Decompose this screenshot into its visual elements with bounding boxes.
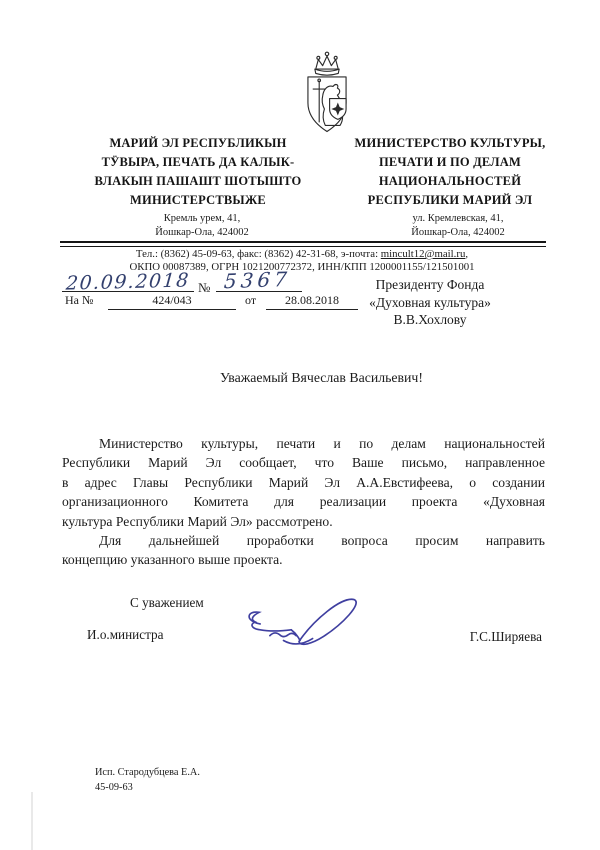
- coat-of-arms-icon: [301, 50, 353, 135]
- salutation: Уважаемый Вячеслав Васильевич!: [220, 370, 423, 385]
- org-name-ru-line1: МИНИСТЕРСТВО КУЛЬТУРЫ,: [354, 136, 546, 150]
- contact-phones-suffix: ,: [465, 248, 469, 260]
- outgoing-number-handwritten: 5367: [223, 266, 292, 294]
- org-name-ru-line4: РЕСПУБЛИКИ МАРИЙ ЭЛ: [367, 193, 533, 207]
- executor-name: Исп. Стародубцева Е.А.: [95, 767, 200, 778]
- body-line: организационного Комитета для реализации проекта «Духовная: [62, 494, 545, 510]
- body-line: культура Республики Марий Эл» рассмотрено.: [62, 513, 333, 529]
- recipient-line1: Президенту Фонда: [375, 277, 485, 292]
- org-name-mari-line2: ТӰВЫРА, ПЕЧАТЬ ДА КАЛЫК-: [101, 155, 295, 169]
- letter-body: [62, 434, 545, 570]
- in-reply-label: На №: [65, 293, 94, 307]
- date-underline: [62, 279, 194, 292]
- address-russian: [378, 212, 538, 239]
- address-mari: [122, 212, 282, 239]
- header-divider-rule: [60, 241, 546, 247]
- crown-icon: [316, 56, 339, 69]
- contact-line-codes: ОКПО 00087389, ОГРН 1021200772372, ИНН/КПП 1200001155/121501001: [129, 261, 475, 273]
- body-line: в адрес Главы Республики Марий Эл А.А.Евстифеева, о создании: [62, 474, 545, 490]
- org-name-mari: [70, 134, 326, 210]
- address-mari-line2: Йошкар-Ола, 424002: [155, 226, 249, 238]
- executor-note: [95, 766, 200, 795]
- signer-position: И.о.министра: [87, 627, 164, 642]
- address-mari-line1: Кремль урем, 41,: [163, 213, 241, 224]
- body-line: концепцию указанного выше проекта.: [62, 552, 283, 568]
- body-line: Для дальнейшей проработки вопроса просим направить: [99, 532, 545, 548]
- executor-phone: 45-09-63: [95, 781, 133, 793]
- recipient-line3: В.В.Хохлову: [393, 312, 467, 327]
- body-line: Республики Марий Эл сообщает, что Ваше письмо, направленное: [62, 455, 545, 471]
- from-label: от: [245, 293, 257, 307]
- closing-regards: С уважением: [130, 595, 204, 610]
- number-underline: [216, 279, 302, 292]
- org-name-mari-line1: МАРИЙ ЭЛ РЕСПУБЛИКЫН: [109, 136, 287, 150]
- in-reply-number: 424/043: [108, 293, 236, 310]
- in-reply-date: 28.08.2018: [266, 293, 358, 310]
- org-name-mari-line4: МИНИСТЕРСТВЫЖЕ: [130, 193, 266, 207]
- address-ru-line1: ул. Кремлевская, 41,: [412, 213, 504, 224]
- signature-autograph-icon: [224, 589, 376, 657]
- contact-phones-text: Тел.: (8362) 45-09-63, факс: (8362) 42-31-68, э-почта:: [135, 248, 381, 260]
- number-sign: №: [198, 280, 211, 295]
- org-name-russian: [340, 134, 560, 210]
- scan-artifact-line: [31, 792, 33, 850]
- recipient-block: [335, 276, 525, 329]
- body-line: Министерство культуры, печати и по делам национальностей: [99, 436, 545, 451]
- email-text: mincult12@mail.ru: [380, 248, 466, 260]
- contact-line-phones: [58, 248, 546, 261]
- org-name-mari-line3: ВЛАКЫН ПАШАШТ ШОТЫШТО: [94, 174, 302, 188]
- org-name-ru-line2: ПЕЧАТИ И ПО ДЕЛАМ: [378, 155, 522, 169]
- org-name-ru-line3: НАЦИОНАЛЬНОСТЕЙ: [378, 174, 522, 188]
- recipient-line2: «Духовная культура»: [369, 294, 491, 310]
- outgoing-date-handwritten: 20.09.2018: [65, 269, 191, 295]
- signer-name: Г.С.Ширяева: [469, 629, 542, 644]
- address-ru-line2: Йошкар-Ола, 424002: [411, 226, 505, 238]
